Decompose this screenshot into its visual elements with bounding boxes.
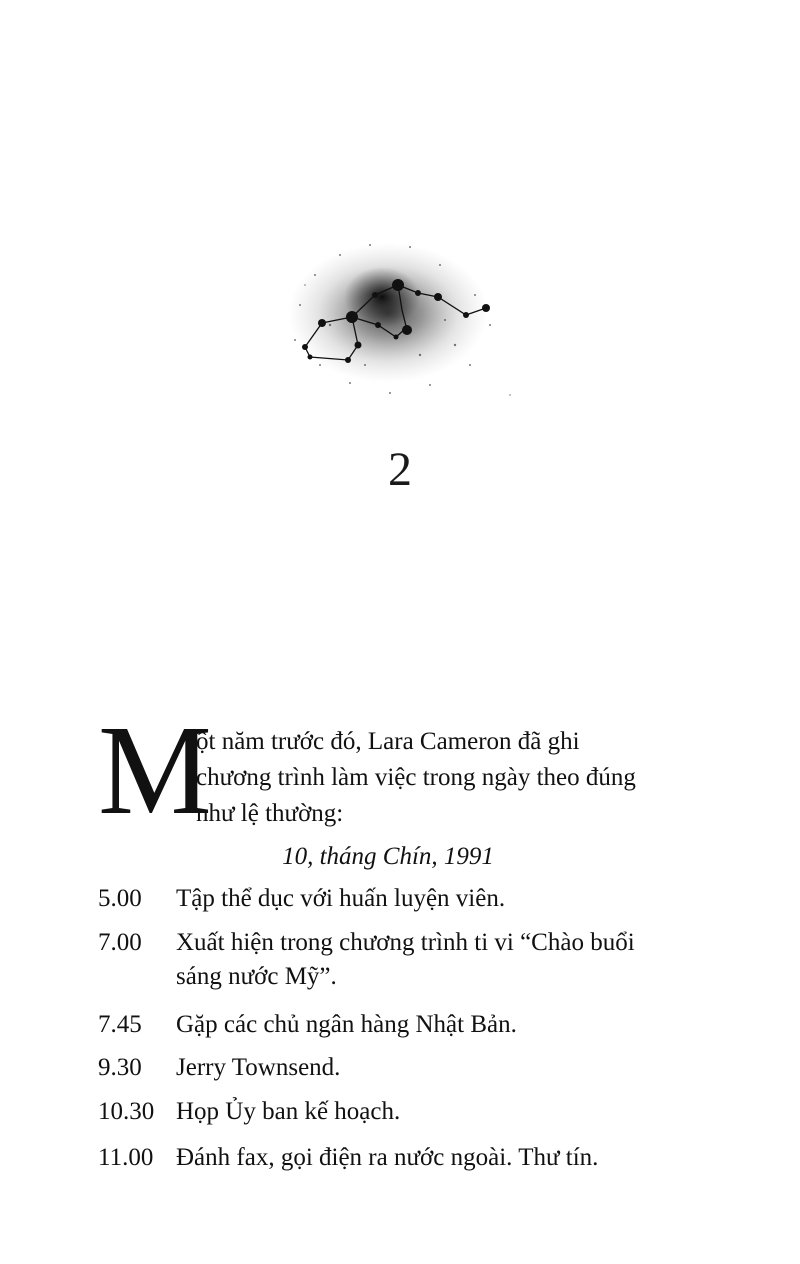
intro-paragraph-line: chương trình làm việc trong ngày theo đúng [196, 764, 636, 791]
schedule-time: 5.00 [98, 885, 142, 912]
schedule-task: Tập thể dục với huấn luyện viên. [176, 885, 506, 912]
schedule-task: Họp Ủy ban kế hoạch. [176, 1098, 401, 1125]
schedule-time: 7.45 [98, 1011, 142, 1038]
schedule-task: Đánh fax, gọi điện ra nước ngoài. Thư tín. [176, 1144, 599, 1171]
schedule-time: 11.00 [98, 1144, 154, 1171]
schedule-task-line: sáng nước Mỹ”. [176, 963, 337, 990]
constellation-icon [270, 225, 530, 410]
schedule-date-text: 10, tháng Chín, 1991 [282, 843, 494, 870]
schedule-time: 10.30 [98, 1098, 155, 1125]
schedule-task: Gặp các chủ ngân hàng Nhật Bản. [176, 1011, 517, 1038]
chapter-number: 2 [388, 443, 412, 496]
schedule-task: Jerry Townsend. [176, 1054, 341, 1081]
intro-paragraph-line: ột năm trước đó, Lara Cameron đã ghi [196, 728, 580, 755]
schedule-time: 7.00 [98, 929, 142, 956]
schedule-time: 9.30 [98, 1054, 142, 1081]
schedule-task-line: Xuất hiện trong chương trình ti vi “Chào buổi [176, 929, 635, 956]
schedule-task [176, 926, 706, 994]
schedule-date [0, 840, 800, 874]
intro-paragraph-line: như lệ thường: [196, 800, 344, 827]
drop-cap: M [98, 699, 210, 841]
